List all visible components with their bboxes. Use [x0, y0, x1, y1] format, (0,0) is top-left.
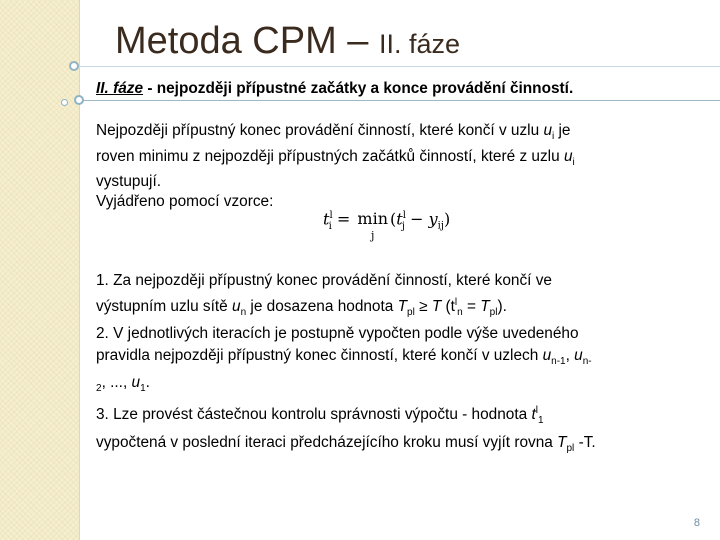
min-operator: min j — [357, 209, 389, 243]
intro-text: - nejpozději přípustné začátky a konce provádění činností. — [143, 80, 574, 97]
content-rule-line — [80, 100, 720, 101]
intro-label: II. fáze — [96, 80, 144, 97]
decorative-circle — [69, 61, 79, 71]
title-rule-line — [80, 66, 720, 67]
title-main: Metoda CPM – — [115, 20, 379, 62]
decorative-circle — [61, 99, 68, 106]
steps-paragraph: 1. Za nejpozději přípustný konec provádění činností, které končí ve výstupním uzlu sítě $u_n$ je dosazena hodnota $T_{pl} \ge T$ $(t^l_n = T_{pl})$. 2. V jednotlivých iteracích je postupně vypočten podle výše uvedeného pravidla nejpozději přípustný konec činností, které končí v uzlech $u_{n-1}$, $u_{n-}$ $_2$, ..., $u_1$. 3. Lze provést částečnou kontrolu správnosti výpočtu - hodnota $t^l_1$ vypočtená v poslední iteraci předcházejícího kroku musí vyjít rovna $T_{pl}$ -T. — [96, 272, 596, 454]
intro-line — [96, 79, 696, 99]
decorative-side-strip — [0, 0, 80, 540]
formula: $t^l_i = \min$ j $(t^l_j - y_{ij})$ — [323, 209, 451, 243]
title-sub: II. fáze — [379, 29, 461, 59]
slide-title — [115, 20, 460, 63]
page-number: 8 — [693, 517, 700, 529]
decorative-circle — [74, 95, 84, 105]
definition-paragraph: Nejpozději přípustný konec provádění činností, které končí v uzlu $u_i$ je roven minimu z nejpozději přípustných začátků činností, které z uzlu $u_i$ vystupují. Vyjádřeno pomocí vzorce: — [96, 122, 575, 210]
